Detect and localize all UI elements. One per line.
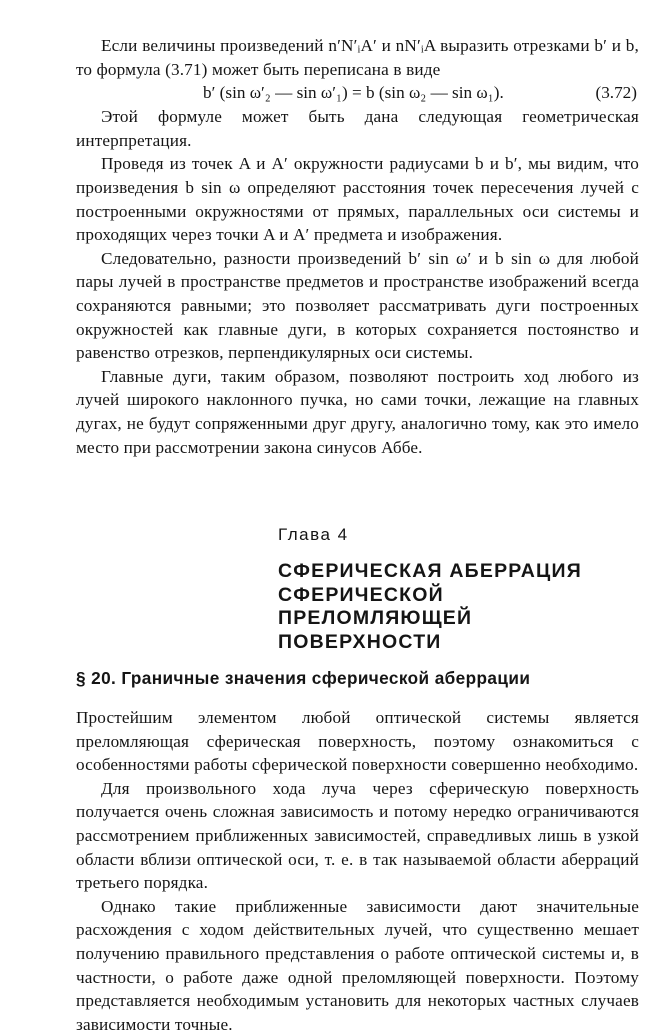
section-paragraph-1: Простейшим элементом любой оптической системы является преломляющая сферическая поверхность, поэтому ознакомиться с особенностями работы сферической поверхности совершенно необходимо.: [76, 708, 639, 775]
chapter-label: Глава 4: [278, 525, 349, 545]
formula-number: (3.72): [595, 83, 637, 103]
section-heading: § 20. Граничные значения сферической аберрации: [76, 668, 531, 689]
chapter-title-line-3: ПРЕЛОМЛЯЮЩЕЙ: [278, 607, 473, 630]
section-body: [76, 706, 639, 1036]
chapter-title-line-4: ПОВЕРХНОСТИ: [278, 630, 442, 653]
book-page: [76, 34, 639, 1036]
intro-paragraph-3: Проведя из точек A и A′ окружности радиусами b и b′, мы видим, что произведения b sin ω определяют расстояния точек пересечения лучей с построенными окружностями от прямых, параллельных оси системы и проходящих через точки A и A′ предмета и изображения.: [76, 154, 639, 245]
intro-paragraph-1: Если величины произведений n′N′ᵢA′ и nN′ᵢA выразить отрезками b′ и b, то формула (3.71) может быть переписана в виде: [76, 36, 639, 79]
formula-expression: b′ (sin ω′₂ — sin ω′₁) = b (sin ω₂ — sin ω₁).: [203, 83, 504, 103]
intro-paragraph-2: Этой формуле может быть дана следующая геометрическая интерпретация.: [76, 107, 639, 150]
intro-paragraph-4: Следовательно, разности произведений b′ sin ω′ и b sin ω для любой пары лучей в пространстве предметов и пространстве изображений всегда сохраняются равными; это позволяет рассматривать дуги построенных окружностей как главные дуги, в которых сохраняется постоянство и равенство отрезков, перпендикулярных оси системы.: [76, 248, 639, 363]
formula-3-72: [76, 81, 639, 105]
chapter-title-line-2: СФЕРИЧЕСКОЙ: [278, 583, 444, 606]
section-paragraph-3: Однако такие приближенные зависимости дают значительные расхождения с ходом действительных лучей, что существенно мешает получению правильного представления о работе оптической системы и, в частности, о работе даже одной преломляющей поверхности. Поэтому представляется необходимым установить для некоторых частных случаев зависимости точные.: [76, 896, 639, 1034]
chapter-title-line-1: СФЕРИЧЕСКАЯ АБЕРРАЦИЯ: [278, 560, 582, 583]
intro-paragraph-5: Главные дуги, таким образом, позволяют построить ход любого из лучей широкого наклонного пучка, но сами точки, лежащие на главных дугах, не будут сопряженными друг другу, аналогично тому, как это имело место при рассмотрении закона синусов Аббе.: [76, 366, 639, 457]
section-paragraph-2: Для произвольного хода луча через сферическую поверхность получается очень сложная зависимость и потому нередко ограничиваются рассмотрением приближенных зависимостей, справедливых лишь в узкой области вблизи оптической оси, т. е. в так называемой области аберраций третьего порядка.: [76, 778, 639, 893]
chapter-header: [278, 525, 639, 654]
